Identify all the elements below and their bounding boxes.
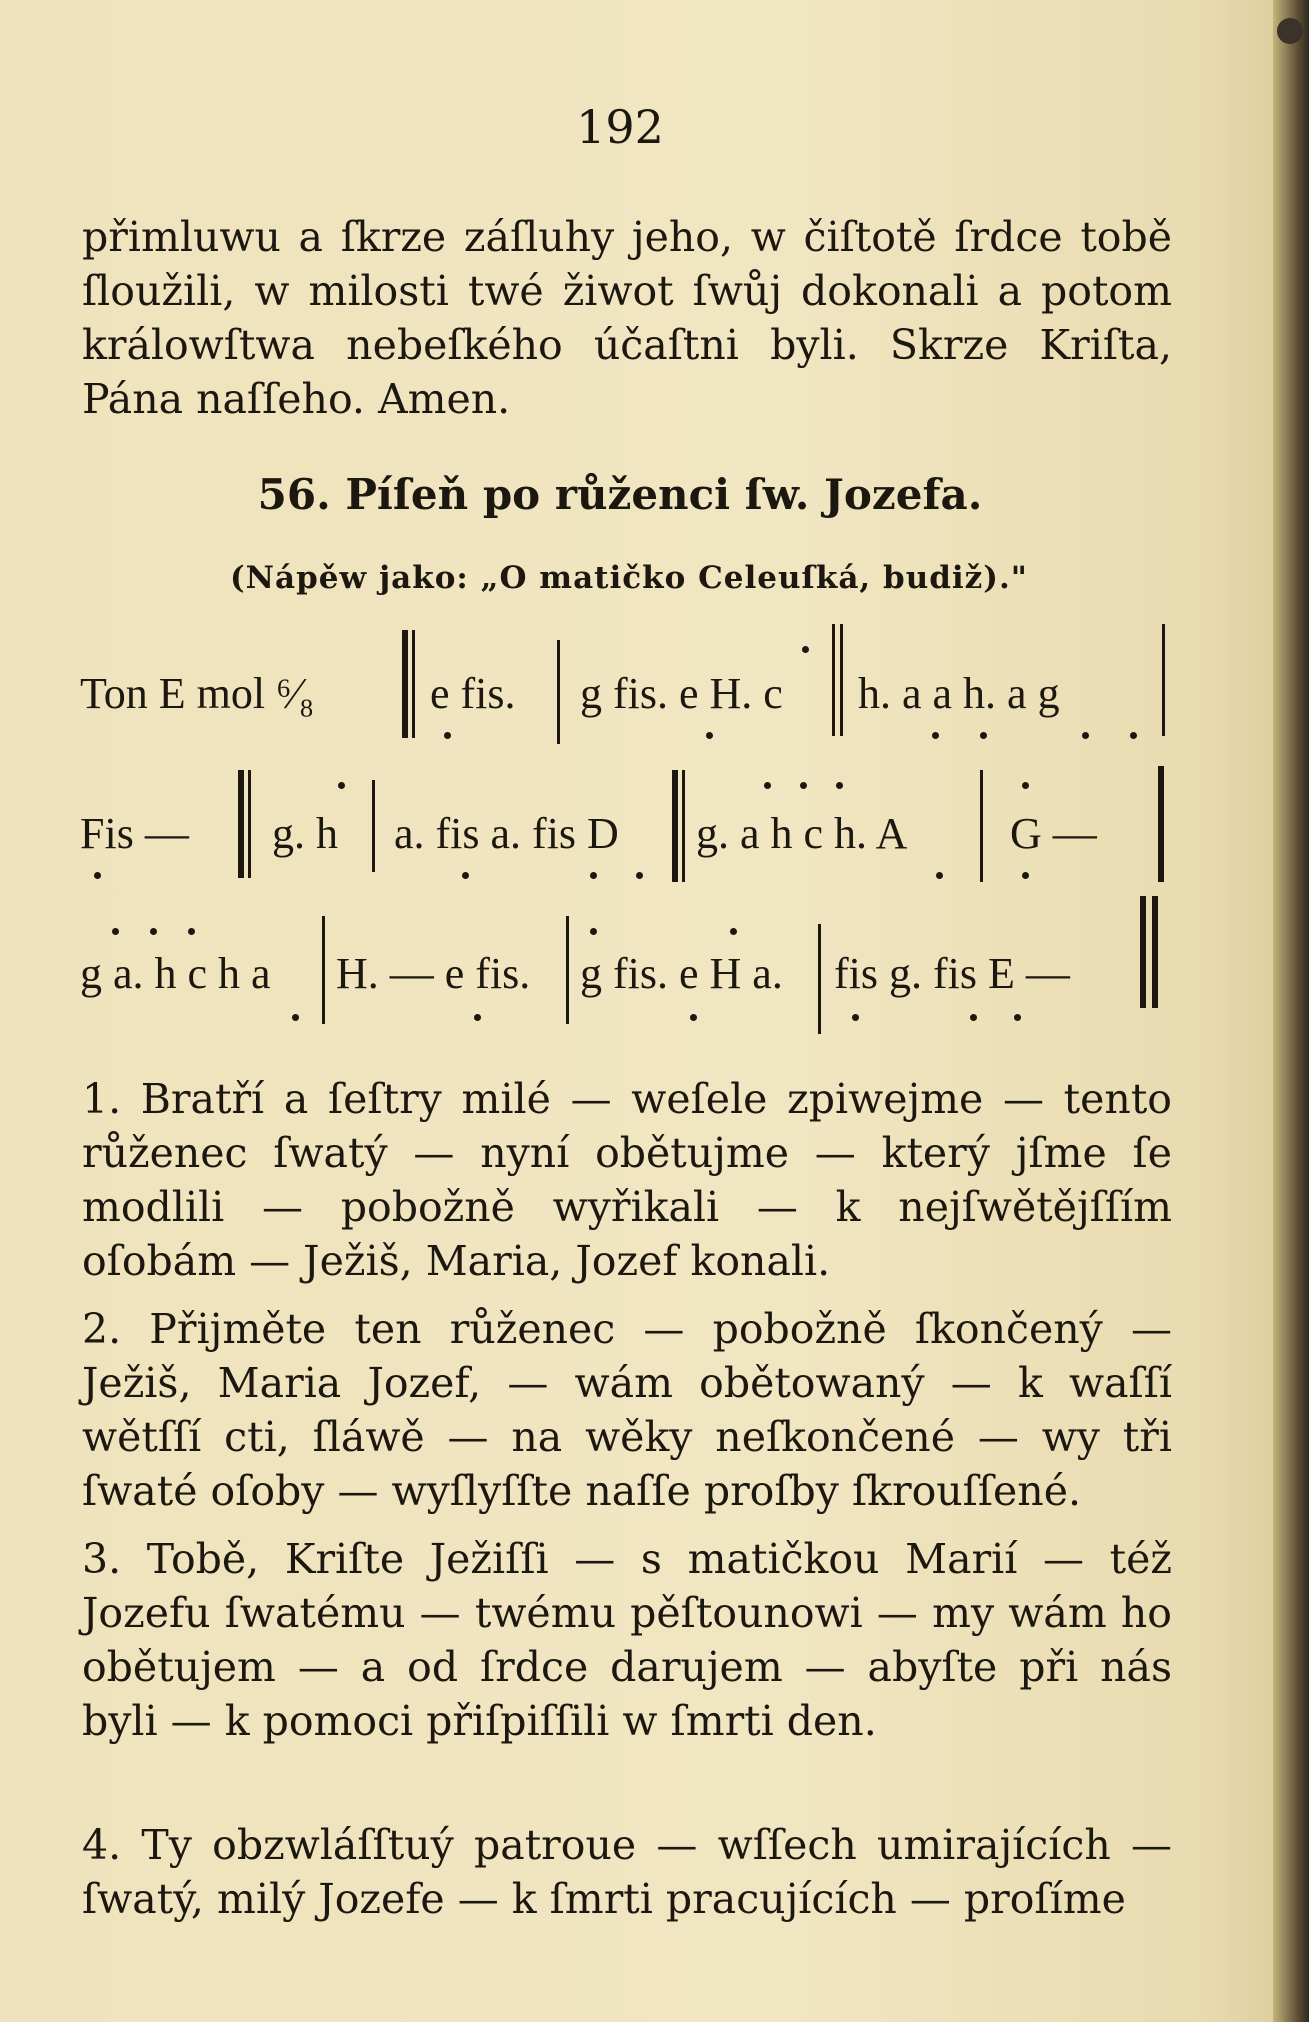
bar (980, 770, 983, 882)
double-bar (1152, 896, 1158, 1008)
note-dot (112, 928, 119, 935)
notation-3c: g fis. e H a. (580, 949, 783, 998)
notation-2c: a. fis a. fis D (394, 809, 619, 858)
note-dot (292, 1014, 299, 1021)
double-bar (672, 770, 678, 882)
notation-1b: e fis. (430, 669, 516, 718)
verse-3: 3. Tobě, Kriſte Ježiſſi — s matičkou Marií — též Jozefu ſwatému — twému pěſtounowi — my wám ho obětujem — a od ſrdce darujem — abyſte při nás byli — k pomoci přiſpiſſili w ſmrti den. (82, 1535, 1172, 1745)
note-dot (1022, 872, 1029, 879)
notation-1c: g fis. e H. c (580, 669, 783, 718)
note-dot (1082, 732, 1089, 739)
double-bar (1158, 766, 1164, 882)
bar (566, 916, 569, 1024)
bar (682, 770, 685, 882)
note-dot (150, 928, 157, 935)
ink-spot (1277, 18, 1303, 44)
double-bar (238, 770, 244, 878)
bar (832, 624, 835, 736)
notation-2e: G — (1010, 809, 1097, 858)
bar (412, 630, 415, 738)
bar (840, 624, 843, 736)
bar (818, 924, 821, 1034)
page-number: 192 (576, 100, 664, 154)
notation-2a: Fis — (80, 809, 189, 858)
note-dot (932, 732, 939, 739)
note-dot (800, 782, 807, 789)
notation-1a: Ton E mol ⁶⁄₈ (80, 669, 315, 718)
bar (372, 780, 375, 872)
notation-2d: g. a h c h. A (696, 809, 908, 858)
note-dot (690, 1014, 697, 1021)
note-dot (980, 732, 987, 739)
note-dot (474, 1014, 481, 1021)
note-dot (852, 1014, 859, 1021)
note-dot (94, 872, 101, 879)
double-bar (1140, 896, 1146, 1008)
note-dot (1022, 782, 1029, 789)
tune-note: (Nápěw jako: „O matičko Celeuſká, budiž)." (230, 560, 1028, 596)
note-dot (462, 872, 469, 879)
double-bar (402, 630, 408, 738)
note-dot (1014, 1014, 1021, 1021)
note-dot (730, 928, 737, 935)
notation-3b: H. — e fis. (336, 949, 531, 998)
note-dot (802, 646, 809, 653)
hymn-heading: 56. Píſeň po růženci ſw. Jozefa. (257, 470, 983, 519)
note-dot (590, 928, 597, 935)
note-dot (970, 1014, 977, 1021)
notation-1d: h. a a h. a g (858, 669, 1060, 718)
bar (248, 770, 251, 878)
note-dot (338, 782, 345, 789)
note-dot (590, 872, 597, 879)
notation-2b: g. h (272, 809, 338, 858)
verse-4: 4. Ty obzwláſſtuý patroue — wſſech umirajících — ſwatý, milý Jozefe — k ſmrti pracujících — proſíme (82, 1821, 1172, 1923)
verse-1: 1. Bratří a ſeſtry milé — weſele zpiwejme — tento růženec ſwatý — nyní obětujme — který jſme ſe modlili — pobožně wyřikali — k nejſwětějſſím oſobám — Ježiš, Maria, Jozef konali. (82, 1075, 1172, 1285)
bar (1162, 624, 1165, 736)
note-dot (836, 782, 843, 789)
intro-paragraph: přimluwu a ſkrze záſluhy jeho, w čiſtotě ſrdce tobě ſloužili, w milosti twé žiwot ſwůj dokonali a potom králowſtwa nebeſkého účaſtni byli. Skrze Kriſta, Pána naſſeho. Amen. (82, 213, 1172, 423)
page-gutter (1273, 0, 1309, 2022)
note-dot (188, 928, 195, 935)
notation-3a: g a. h c h a (80, 949, 271, 998)
verse-2: 2. Přijměte ten růženec — pobožně ſkončený — Ježiš, Maria Jozef, — wám obětowaný — k waſſí wětſſí cti, ſláwě — na wěky neſkončené — wy tři ſwaté oſoby — wyſlyſſte naſſe proſby ſkrouſſené. (82, 1305, 1172, 1515)
note-dot (936, 872, 943, 879)
note-dot (706, 732, 713, 739)
notation-3d: fis g. fis E — (834, 949, 1070, 998)
note-dot (764, 782, 771, 789)
bar (322, 916, 325, 1024)
note-dot (1130, 732, 1137, 739)
note-dot (636, 872, 643, 879)
bar (557, 640, 560, 744)
note-dot (444, 732, 451, 739)
